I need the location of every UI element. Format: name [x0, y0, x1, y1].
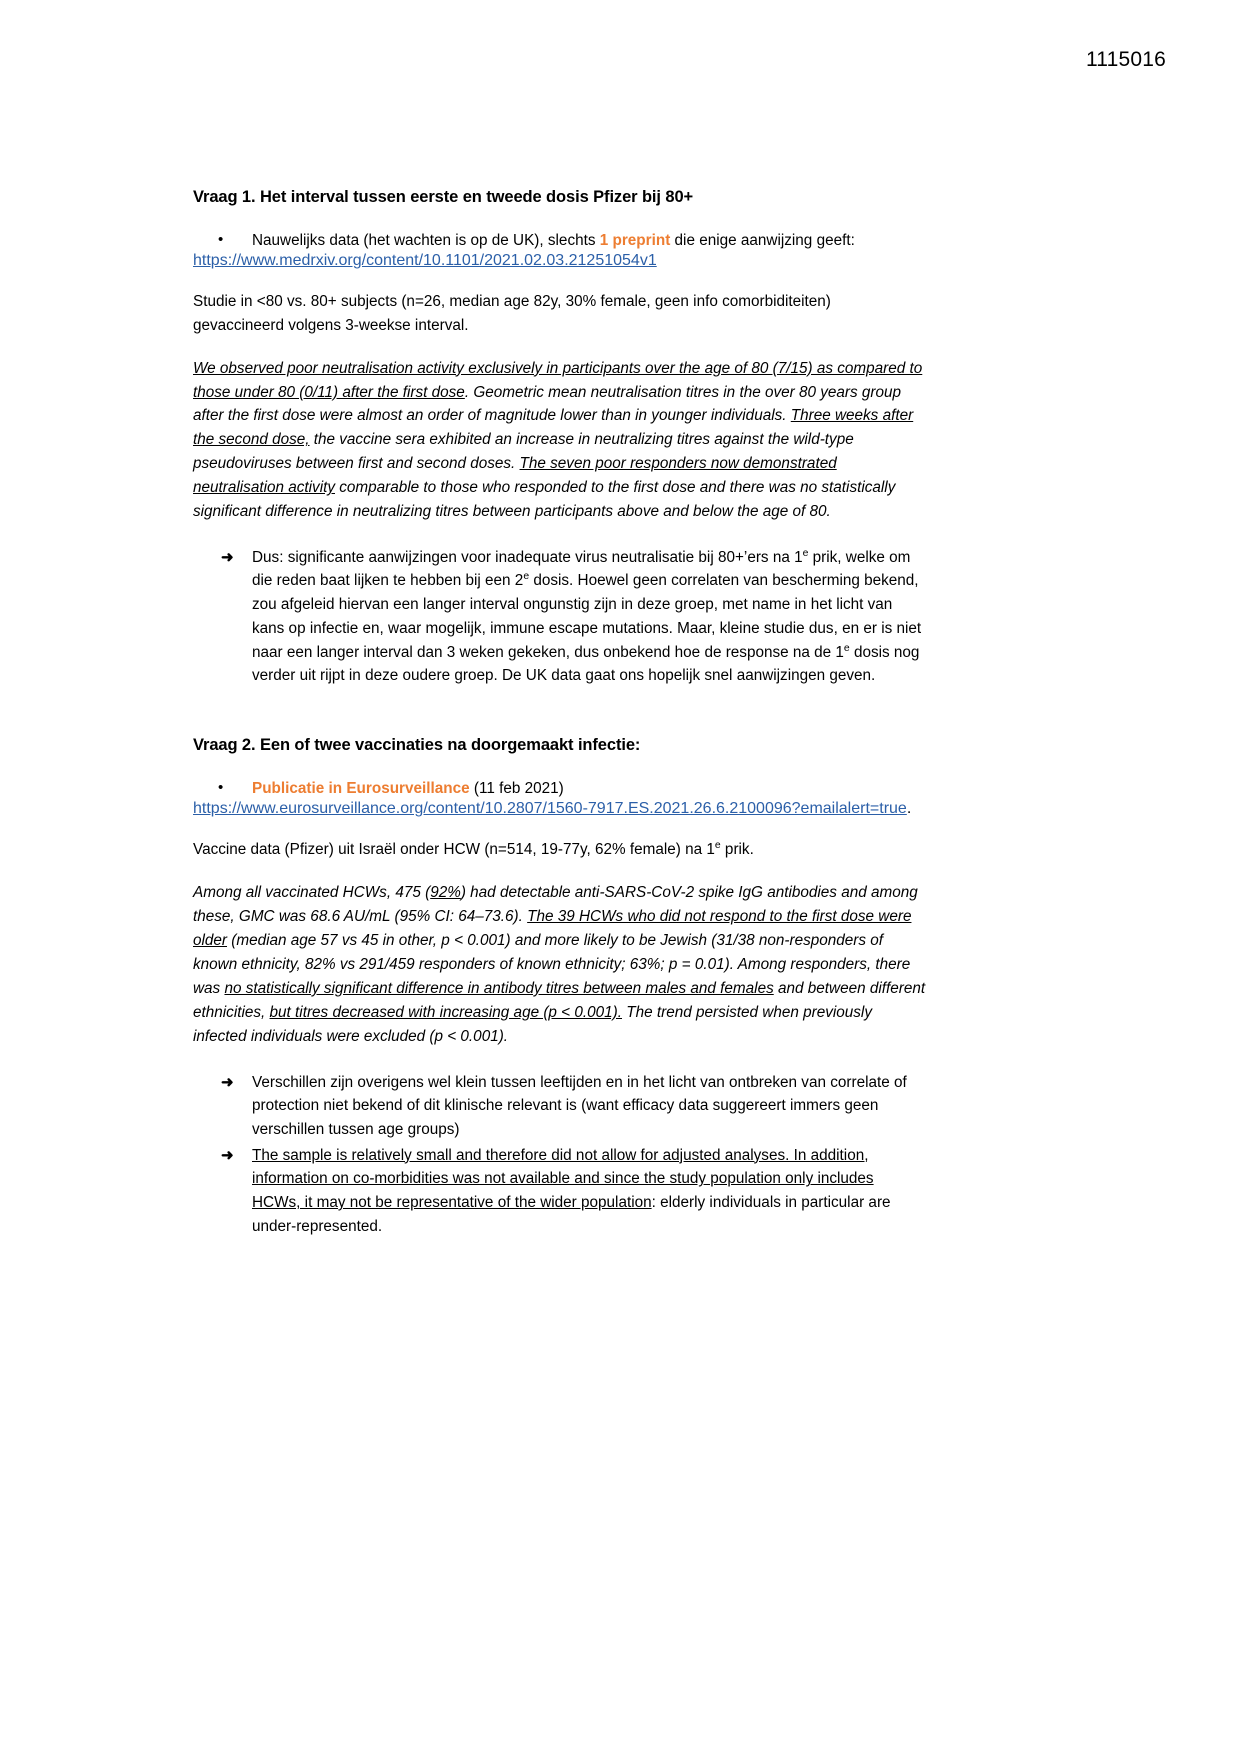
quote-underline-1: We observed poor neutralisation activity exclusively in participants over the age of 80 (7/15) as compared to those under 80 (0/11) after the first dose — [193, 359, 923, 401]
bullet-date-text: (11 feb 2021) — [469, 779, 564, 797]
bullet-publicatie — [193, 777, 926, 800]
arrow-list-vraag-1 — [193, 546, 926, 688]
bullet-text-before: Nauwelijks data (het wachten is op de UK), slechts — [252, 232, 600, 249]
quote2-plain-5: The trend persisted when previously infected individuals were excluded (p < 0.001). — [193, 1003, 872, 1045]
arrow-list-vraag-2 — [193, 1071, 926, 1239]
superscript-e-4: e — [714, 840, 721, 852]
quote2-plain-1: Among all vaccinated HCWs, 475 ( — [193, 884, 431, 902]
section-title-vraag-2: Vraag 2. Een of twee vaccinaties na doorgemaakt infectie: — [193, 735, 641, 754]
arrow-item-conclusion-1 — [193, 546, 926, 688]
arrow-item-conclusion-2 — [193, 1071, 926, 1142]
section-title-vraag-1: Vraag 1. Het interval tussen eerste en tweede dosis Pfizer bij 80+ — [193, 188, 694, 206]
quote2-underline-2: The 39 HCWs who did not respond to the first dose were older — [193, 908, 912, 950]
quote2-plain-3: (median age 57 vs 45 in other, p < 0.001) and more likely to be Jewish (31/38 non-responders of known ethnicity, 82% vs 291/459 responders of known ethnicity; 63%; p = 0.01). Among responders, there was — [193, 932, 911, 997]
arrow-underlined-sample: The sample is relatively small and therefore did not allow for adjusted analyses. In addition, information on co-morbidities was not available and since the study population only includes HCWs, it may not be representative of the wider population — [252, 1146, 874, 1212]
section-vraag-1 — [193, 188, 926, 688]
bullet-preprint — [193, 229, 926, 252]
arrow-tail-elderly: : elderly individuals in particular are under-represented. — [252, 1194, 891, 1235]
superscript-e-3: e — [843, 642, 850, 654]
bullet-text-after: die enige aanwijzing geeft: — [670, 232, 855, 249]
section-vraag-2 — [193, 736, 926, 1238]
superscript-e-2: e — [523, 571, 530, 583]
link-eurosurveillance[interactable]: https://www.eurosurveillance.org/content/10.2807/1560-7917.ES.2021.26.6.2100096?emailalert=true — [193, 800, 907, 818]
arrow-right-icon: ➜ — [221, 548, 234, 566]
page-header-number: 1115016 — [1085, 48, 1166, 71]
quote-plain-2: the vaccine sera exhibited an increase in neutralizing titres against the wild-type pseudoviruses between first and second doses. — [193, 431, 854, 473]
quote-underline-3: The seven poor responders now demonstrated neutralisation activity — [193, 455, 837, 497]
quote-plain-3: comparable to those who responded to the first dose and there was no statistically significant difference in neutralizing titres between participants above and below the age of 80. — [193, 479, 896, 520]
quote-plain-1: . Geometric mean neutralisation titres in the over 80 years group after the first dose were almost an order of magnitude lower than in younger individuals. — [193, 383, 902, 425]
arrow-seg-2: prik, welke om die reden baat lijken te hebben bij een 2 — [252, 548, 911, 590]
bullet-dot-icon: • — [218, 778, 224, 796]
quote2-underline-3: no statistically significant difference in antibody titres between males and females — [224, 979, 774, 997]
arrow-text-verschillen: Verschillen zijn overigens wel klein tussen leeftijden en in het licht van ontbreken van correlate of protection niet bekend of dit klinische relevant is (want efficacy data suggereert immers geen verschillen tussen age groups) — [252, 1073, 907, 1138]
arrow-seg-3: dosis. Hoewel geen correlaten van bescherming bekend, zou afgeleid hiervan een langer interval ongunstig zijn in deze groep, met name in het licht van kans op infectie en, waar mogelijk, immune escape mutations. Maar, kleine studie dus, en er is niet naar een langer interval dan 3 weken gekeken, dus onbekend hoe de response na de 1 — [252, 572, 922, 661]
link-suffix-period: . — [906, 800, 912, 818]
bullet-highlight-publicatie: Publicatie in Eurosurveillance — [252, 779, 470, 797]
vaccine-data-seg-2: prik. — [720, 841, 754, 859]
vaccine-data-seg-1: Vaccine data (Pfizer) uit Israël onder HCW (n=514, 19-77y, 62% female) na 1 — [193, 841, 715, 859]
document-body — [193, 188, 926, 1240]
quote2-underline-4: but titres decreased with increasing age (p < 0.001). — [269, 1003, 622, 1021]
paragraph-studie-info: Studie in <80 vs. 80+ subjects (n=26, median age 82y, 30% female, geen info comorbiditeiten) gevaccineerd volgens 3-weekse interval. — [193, 293, 831, 334]
paragraph-vaccine-data — [193, 838, 926, 861]
arrow-right-icon: ➜ — [221, 1146, 234, 1164]
arrow-item-conclusion-3 — [193, 1144, 926, 1239]
quote-block-medrxiv — [193, 357, 926, 524]
quote2-underline-1: 92% — [430, 884, 461, 902]
quote-underline-2: Three weeks after the second dose, — [193, 407, 914, 449]
quote2-plain-4: and between different ethnicities, — [193, 979, 926, 1021]
quote2-plain-2: ) had detectable anti-SARS-CoV-2 spike IgG antibodies and among these, GMC was 68.6 AU/mL (95% CI: 64–73.6). — [193, 884, 918, 926]
superscript-e-1: e — [802, 547, 809, 559]
bullet-dot-icon: • — [218, 231, 224, 248]
arrow-right-icon: ➜ — [221, 1073, 234, 1091]
link-medrxiv-wrapper — [193, 252, 926, 270]
link-eurosurveillance-wrapper — [193, 800, 926, 818]
link-medrxiv[interactable]: https://www.medrxiv.org/content/10.1101/2021.02.03.21251054v1 — [193, 252, 657, 270]
arrow-seg-1: Dus: significante aanwijzingen voor inadequate virus neutralisatie bij 80+’ers na 1 — [252, 548, 803, 566]
arrow-seg-4: dosis nog verder uit rijpt in deze oudere groep. De UK data gaat ons hopelijk snel aanwijzingen geven. — [252, 643, 920, 685]
bullet-highlight-preprint: 1 preprint — [599, 232, 671, 249]
quote-block-eurosurveillance — [193, 881, 926, 1048]
